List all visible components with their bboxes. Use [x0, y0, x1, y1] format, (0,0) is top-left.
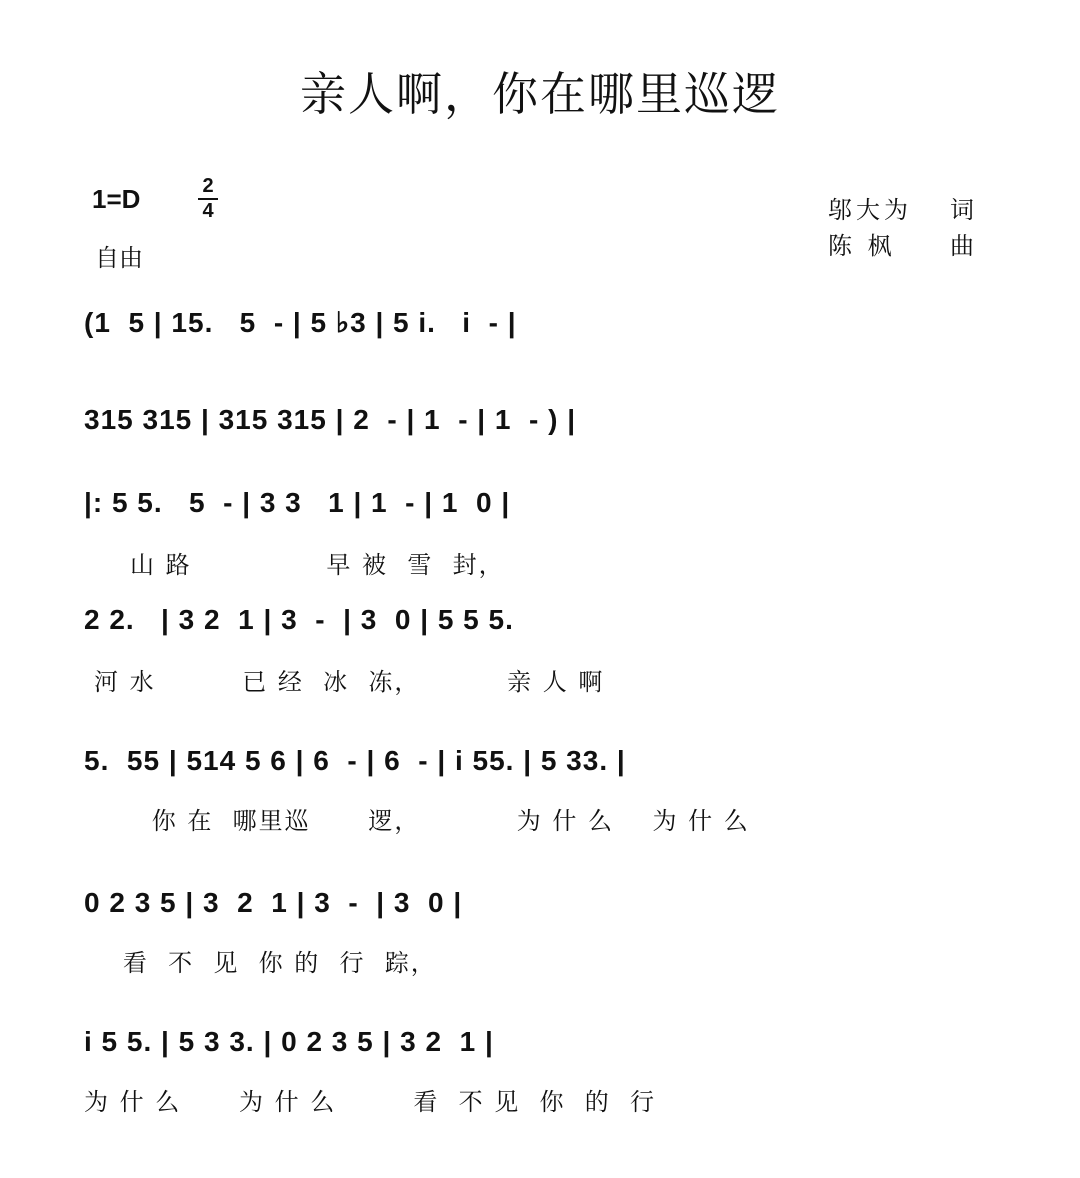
lyrics-line: 河 水 已 经 冰 冻， 亲 人 啊	[94, 668, 605, 696]
composer-role: 曲	[950, 232, 974, 260]
music-row-7	[0, 1026, 1080, 1166]
lyrics-line: 山 路 早 被 雪 封，	[130, 551, 505, 579]
music-row-5	[0, 745, 1080, 885]
lyricist-role: 词	[950, 196, 974, 224]
lyrics-line: 你 在 哪里巡 逻， 为 什 么 为 什 么	[94, 807, 750, 835]
time-signature	[196, 176, 220, 222]
notation-text: 5. 55 | 514 5 6 | 6 - | 6 - | i 55. | 5 33. |	[84, 745, 626, 776]
lyricist-name: 邬大为	[828, 196, 912, 224]
tempo-marking: 自由	[95, 244, 143, 272]
music-row-6	[0, 887, 1080, 1027]
notation-text: 0 2 3 5 | 3 2 1 | 3 - | 3 0 |	[84, 887, 463, 918]
music-row-4	[0, 604, 1080, 744]
notation-line	[84, 404, 994, 474]
composer-name: 陈 枫	[828, 232, 896, 260]
lyrics-line: 看 不 见 你 的 行 踪，	[94, 949, 437, 977]
time-signature-bottom: 4	[202, 200, 214, 222]
notation-line	[84, 306, 994, 376]
song-title: 亲人啊，你在哪里巡逻	[300, 67, 780, 121]
time-signature-top: 2	[202, 175, 214, 197]
notation-text: |: 5 5. 5 - | 3 3 1 | 1 - | 1 0 |	[84, 487, 511, 518]
notation-text: i 5 5. | 5 3 3. | 0 2 3 5 | 3 2 1 |	[84, 1026, 494, 1057]
key-signature: 1=D	[92, 184, 141, 214]
notation-text: (1 5 | 15. 5 - | 5 ♭3 | 5 i. i - |	[84, 307, 517, 338]
notation-text: 315 315 | 315 315 | 2 - | 1 - | 1 - ) |	[84, 404, 577, 435]
lyrics-line: 为 什 么 为 什 么 看 不 见 你 的 行	[84, 1088, 656, 1116]
notation-text: 2 2. | 3 2 1 | 3 - | 3 0 | 5 5 5.	[84, 604, 514, 635]
